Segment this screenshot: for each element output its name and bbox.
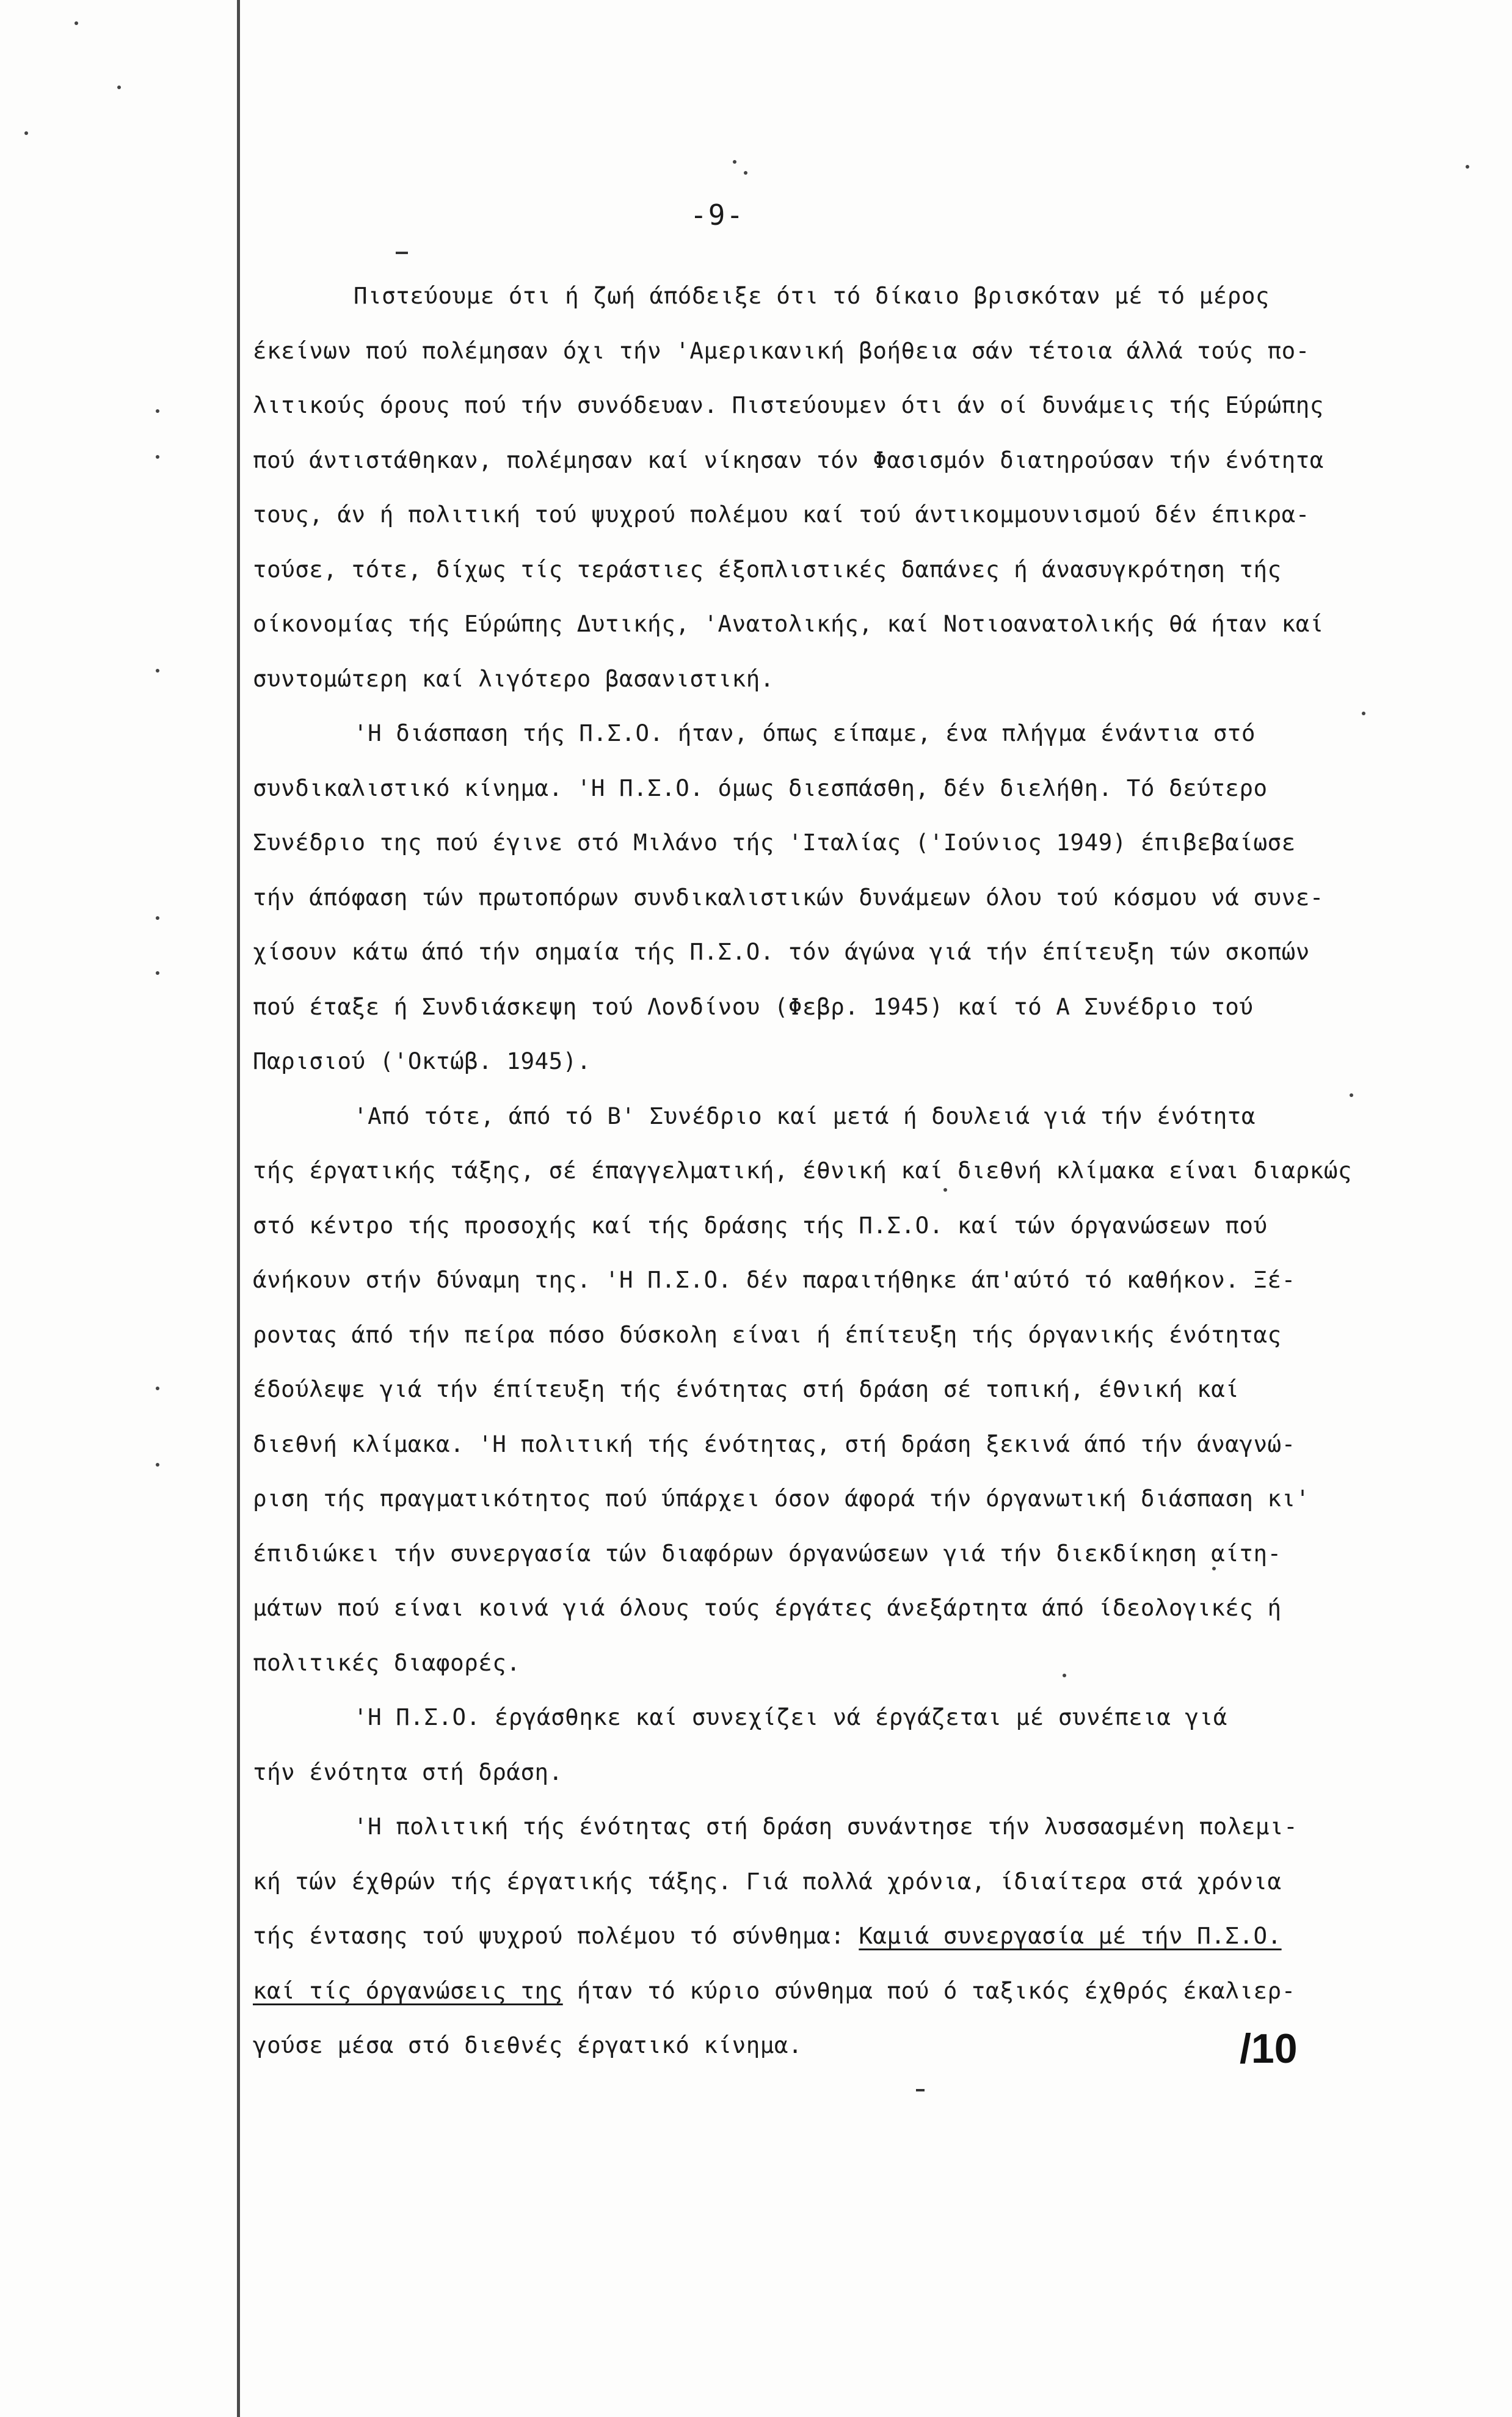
text-line: 'Η πολιτική τής ένότητας στή δράση συνάντησε τήν λυσσασμένη πολεμι- (354, 1813, 1298, 1840)
text-line: 'Η Π.Σ.Ο. έργάσθηκε καί συνεχίζει νά έργάζεται μέ συνέπεια γιά (354, 1704, 1227, 1730)
text-line: γούσε μέσα στό διεθνές έργατικό κίνημα. (253, 2032, 802, 2058)
text-line: Συνέδριο της πού έγινε στό Μιλάνο τής 'Ιταλίας ('Ιούνιος 1949) έπιβεβαίωσε (253, 829, 1296, 856)
text-line-with-slogan (253, 1964, 1437, 2019)
page-number: -9- (690, 199, 745, 231)
text-line: 'Από τότε, άπό τό Β' Συνέδριο καί μετά ή δουλειά γιά τήν ένότητα (354, 1102, 1256, 1129)
text-line: τούσε, τότε, δίχως τίς τεράστιες έξοπλιστικές δαπάνες ή άνασυγκρότηση τής (253, 555, 1282, 583)
text-line: ριση τής πραγματικότητος πού ύπάρχει όσον άφορά τήν όργανωτική διάσπαση κι' (253, 1485, 1310, 1512)
text-line: έδούλεψε γιά τήν έπίτευξη τής ένότητας στή δράση σέ τοπική, έθνική καί (253, 1376, 1240, 1402)
text-line: κή τών έχθρών τής έργατικής τάξης. Γιά πολλά χρόνια, ίδιαίτερα στά χρόνια (253, 1867, 1282, 1895)
scan-speck (156, 971, 159, 975)
scan-speck (156, 669, 159, 673)
scan-speck (156, 455, 159, 459)
text-line: έκείνων πού πολέμησαν όχι τήν 'Αμερικανική βοήθεια σάν τέτοια άλλά τούς πο- (253, 337, 1310, 364)
scan-speck (156, 1387, 159, 1390)
scan-speck (117, 86, 121, 89)
text-line: Παρισιού ('Οκτώβ. 1945). (253, 1048, 591, 1074)
scan-speck (156, 1463, 159, 1467)
scan-speck (1466, 165, 1469, 169)
text-line: τής έργατικής τάξης, σέ έπαγγελματική, έθνική καί διεθνή κλίμακα είναι διαρκώς (253, 1157, 1352, 1184)
scan-speck (744, 171, 747, 175)
text-line: χίσουν κάτω άπό τήν σημαία τής Π.Σ.Ο. τόν άγώνα γιά τήν έπίτευξη τών σκοπών (253, 938, 1310, 965)
text-line: πού έταξε ή Συνδιάσκεψη τού Λονδίνου (Φεβρ. 1945) καί τό Α Συνέδριο τού (253, 993, 1254, 1020)
text-fragment: τής έντασης τού ψυχρού πολέμου τό σύνθημα: (253, 1922, 859, 1949)
text-line: τήν άπόφαση τών πρωτοπόρων συνδικαλιστικών δυνάμεων όλου τού κόσμου νά συνε- (253, 883, 1324, 911)
text-line: στό κέντρο τής προσοχής καί τής δράσης τής Π.Σ.Ο. καί τών όργανώσεων πού (253, 1211, 1268, 1239)
text-line: Πιστεύουμε ότι ή ζωή άπόδειξε ότι τό δίκαιο βρισκόταν μέ τό μέρος (354, 282, 1270, 309)
scan-speck (733, 160, 736, 164)
text-line: οίκονομίας τής Εύρώπης Δυτικής, 'Ανατολικής, καί Νοτιοανατολικής θά ήταν καί (253, 610, 1324, 637)
text-line: 'Η διάσπαση τής Π.Σ.Ο. ήταν, όπως είπαμε, ένα πλήγμα ένάντια στό (354, 720, 1256, 746)
text-line: τήν ένότητα στή δράση. (253, 1758, 563, 1785)
text-line: έπιδιώκει τήν συνεργασία τών διαφόρων όργανώσεων γιά τήν διεκδίκηση αίτη- (253, 1539, 1282, 1567)
text-line: άνήκουν στήν δύναμη της. 'Η Π.Σ.Ο. δέν παραιτήθηκε άπ'αύτό τό καθήκον. Ξέ- (253, 1266, 1296, 1293)
scan-speck (24, 131, 28, 135)
text-line: τους, άν ή πολιτική τού ψυχρού πολέμου καί τού άντικομμουνισμού δέν έπικρα- (253, 501, 1310, 528)
scan-mark (396, 252, 408, 254)
underlined-slogan: καί τίς όργανώσεις της (253, 1977, 563, 2004)
scan-speck (156, 916, 159, 920)
text-line: ροντας άπό τήν πείρα πόσο δύσκολη είναι ή έπίτευξη τής όργανικής ένότητας (253, 1321, 1282, 1348)
text-line: πολιτικές διαφορές. (253, 1649, 521, 1676)
text-line: μάτων πού είναι κοινά γιά όλους τούς έργάτες άνεξάρτητα άπό ίδεολογικές ή (253, 1594, 1282, 1621)
text-line: συνδικαλιστικό κίνημα. 'Η Π.Σ.Ο. όμως διεσπάσθη, δέν διελήθη. Τό δεύτερο (253, 774, 1268, 801)
continuation-marker: /10 (1240, 2025, 1298, 2072)
scan-speck (156, 409, 159, 413)
text-line: λιτικούς όρους πού τήν συνόδευαν. Πιστεύουμεν ότι άν οί δυνάμεις τής Εύρώπης (253, 392, 1324, 418)
text-line-with-slogan (253, 1909, 1437, 1964)
scan-speck (75, 21, 78, 25)
text-line: διεθνή κλίμακα. 'Η πολιτική τής ένότητας, στή δράση ξεκινά άπό τήν άναγνώ- (253, 1430, 1296, 1457)
left-margin-rule (237, 0, 240, 2417)
scan-mark (916, 2089, 925, 2091)
text-fragment: ήταν τό κύριο σύνθημα πού ό ταξικός έχθρός έκαλιερ- (562, 1977, 1296, 2004)
body-text (253, 269, 1437, 2073)
underlined-slogan: Καμιά συνεργασία μέ τήν Π.Σ.Ο. (859, 1922, 1282, 1949)
text-line: πού άντιστάθηκαν, πολέμησαν καί νίκησαν τόν Φασισμόν διατηρούσαν τήν ένότητα (253, 446, 1324, 473)
text-line: συντομώτερη καί λιγότερο βασανιστική. (253, 665, 774, 692)
